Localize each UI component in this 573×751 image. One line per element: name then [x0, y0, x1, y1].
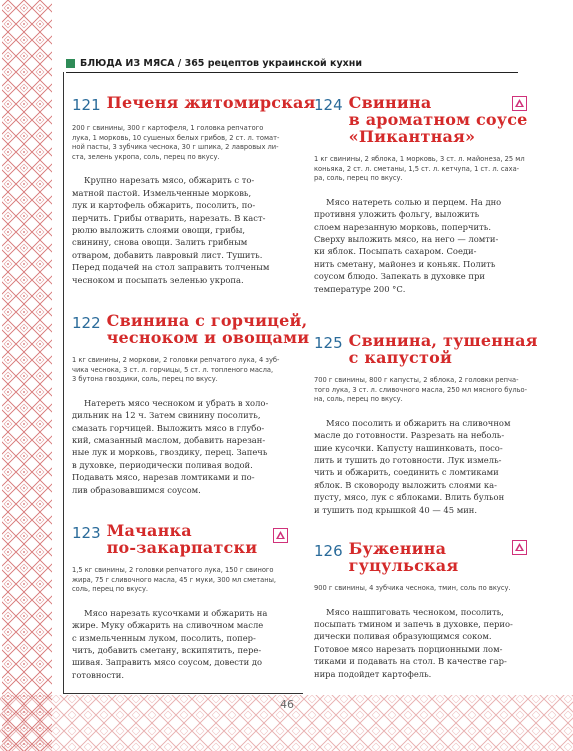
recipe-124	[314, 94, 530, 295]
recipe-123	[72, 522, 290, 681]
recipe-number: 124	[314, 96, 343, 114]
recipe-number: 123	[72, 524, 101, 542]
recipe-ingredients: 200 г свинины, 300 г картофеля, 1 головка репчатого лука, 1 морковь, 10 сушеных белых грибов, 2 ст. л. томат- ной пасты, 3 зубчика чеснока, 30 г шпика, 2 лавровых ли- ста, зелень укропа, соль, перец по вкусу.	[72, 124, 280, 161]
recipe-instructions: Натереть мясо чесноком и убрать в холо- дильник на 12 ч. Затем свинину посолить, смазать горчицей. Выложить мясо в глубо- кий, смазанный маслом, добавить нарезан- ные лук и морковь, гвоздику, перец. Запечь в духовке, периодически поливая водой. Подавать мясо, нарезав ломтиками и по- лив образовавшимся соусом.	[72, 397, 269, 495]
recipe-122	[72, 311, 310, 496]
recipe-instructions: Мясо нарезать кусочками и обжарить на жире. Муку обжарить на сливочном масле с измельченным луком, посолить, попер- чить, добавить сметану, вскипятить, пере- шивая. Заправить мясо соусом, довести до готовности.	[72, 607, 268, 680]
recipe-instructions: Крупно нарезать мясо, обжарить с то- матной пастой. Измельченные морковь, лук и картофель обжарить, посолить, по- перчить. Грибы отварить, нарезать. В каст- рюлю выложить слоями овощи, грибы, свинину, снова овощи. Залить грибным отваром, добавить лавровый лист. Тушить. Перед подачей на стол заправить толченым чесноком и посыпать зеленью укропа.	[72, 175, 270, 285]
chef-hat-icon	[512, 96, 527, 111]
recipe-title: Печеня житомирская	[106, 93, 316, 112]
left-ornament-border	[0, 0, 58, 751]
recipe-instructions: Мясо натереть солью и перцем. На дно противня уложить фольгу, выложить слоем нарезанную морковь, поперчить. Сверху выложить мясо, на него — ломти- ки яблок. Посыпать сахаром. Соеди- нить сметану, майонез и коньяк. Полить соусом блюдо. Запекать в духовке при температуре 200 °С.	[314, 196, 502, 294]
recipe-number: 122	[72, 314, 101, 332]
recipe-ingredients: 1 кг свинины, 2 яблока, 1 морковь, 3 ст. л. майонеза, 25 мл коньяка, 2 ст. л. сметаны, 1,5 ст. л. кетчупа, 1 ст. л. саха- ра, соль, перец по вкусу.	[314, 155, 525, 183]
recipe-number: 126	[314, 542, 343, 560]
recipe-instructions: Мясо посолить и обжарить на сливочном масле до готовности. Разрезать на неболь- шие кусочки. Капусту нашинковать, посо- лить и тушить до готовности. Лук измель- чить и обжарить, соединить с ломтиками яблок. В сковороду выложить слоями ка- пусту, мясо, лук с яблоками. Влить бульон и тушить под крышкой 40 — 45 мин.	[314, 417, 511, 515]
recipe-ingredients: 700 г свинины, 800 г капусты, 2 яблока, 2 головки репча- того лука, 3 ст. л. сливочного масла, 250 мл мясного бульо- на, соль, перец по вкусу.	[314, 376, 528, 404]
recipe-126	[314, 540, 530, 680]
frame-left-rule	[63, 72, 64, 693]
recipe-title: Свинина в ароматном соусе «Пикантная»	[348, 93, 528, 146]
page-number: 46	[280, 698, 294, 711]
chef-hat-icon	[273, 528, 288, 543]
recipe-ingredients: 900 г свинины, 4 зубчика чеснока, тмин, соль по вкусу.	[314, 584, 511, 592]
recipe-ingredients: 1,5 кг свинины, 2 головки репчатого лука, 150 г свиного жира, 75 г сливочного масла, 45 г муки, 300 мл сметаны, соль, перец по вкусу.	[72, 566, 277, 594]
chef-hat-icon	[512, 540, 527, 555]
running-header	[66, 56, 486, 70]
frame-bottom-rule	[63, 693, 303, 694]
recipe-number: 121	[72, 96, 101, 114]
recipe-title: Буженина гуцульская	[348, 539, 459, 575]
recipe-title: Свинина, тушенная с капустой	[348, 331, 538, 367]
recipe-title: Мачанка по-закарпатски	[106, 521, 258, 557]
recipe-number: 125	[314, 334, 343, 352]
recipe-125	[314, 331, 538, 516]
recipe-title: Свинина с горчицей, чесноком и овощами	[106, 311, 310, 347]
recipe-ingredients: 1 кг свинины, 2 моркови, 2 головки репчатого лука, 4 зуб- чика чеснока, 3 ст. л. горчицы, 5 ст. л. топленого масла, 3 бутона гвоздики, соль, перец по вкусу.	[72, 356, 280, 384]
header-text: БЛЮДА ИЗ МЯСА / 365 рецептов украинской кухни	[80, 57, 362, 69]
recipe-121	[72, 93, 316, 286]
header-square-icon	[66, 59, 75, 68]
recipe-instructions: Мясо нашпиговать чесноком, посолить, посыпать тмином и запечь в духовке, перио- дически поливая образующимся соком. Готовое мясо нарезать порционными лом- тиками и подавать на стол. В качестве гар- нира подойдет картофель.	[314, 606, 513, 679]
header-rule	[66, 72, 518, 73]
